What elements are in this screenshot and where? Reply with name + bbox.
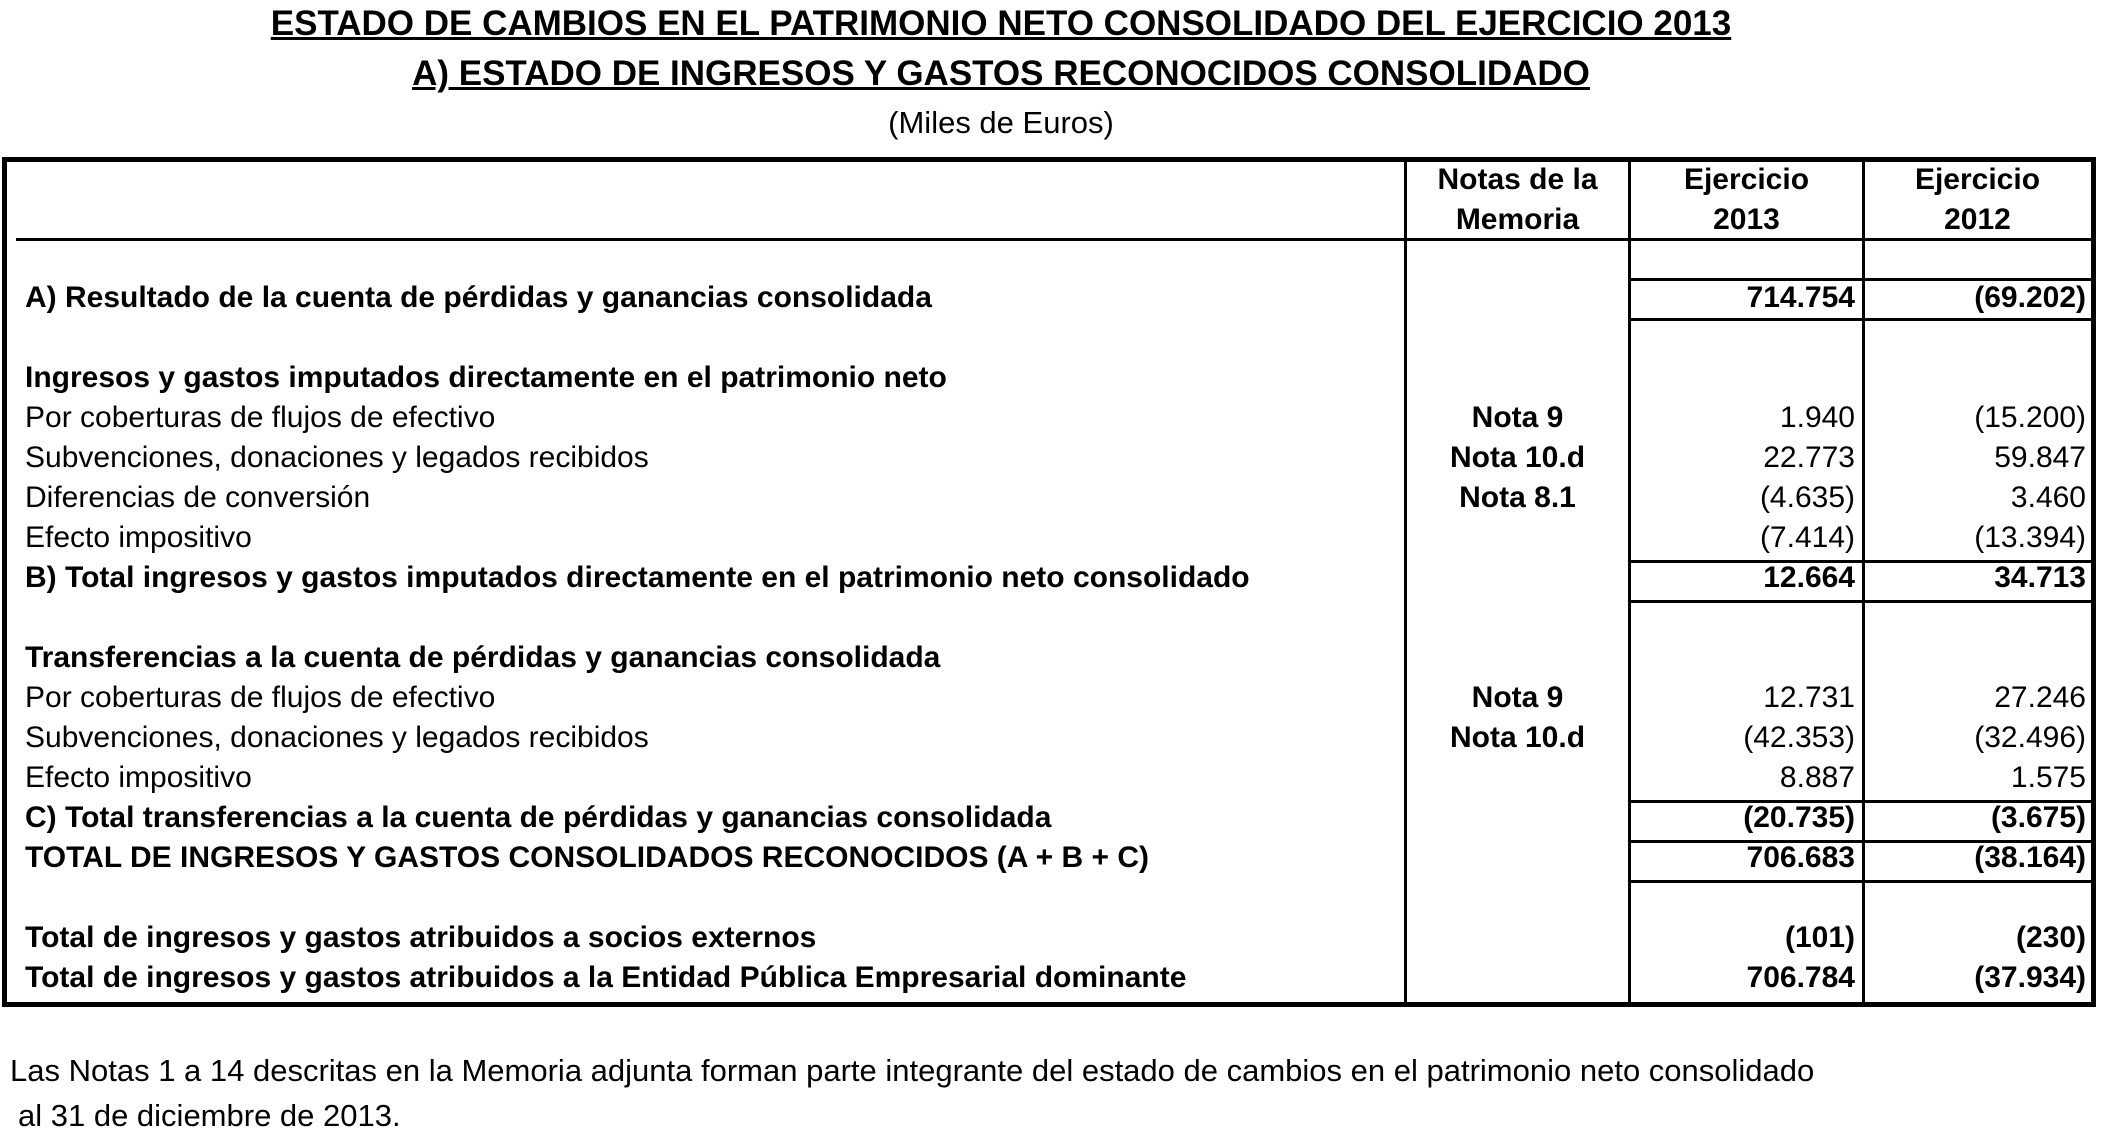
table-row	[0, 638, 2102, 678]
table-row	[0, 758, 2102, 798]
header-2013-line1: Ejercicio	[1683, 163, 1810, 196]
row-value-2013: (7.414)	[1759, 521, 1855, 554]
header-ejercicio-2012	[1865, 160, 2090, 240]
row-value-2012: 3.460	[2010, 481, 2086, 514]
row-value-2012: (3.675)	[1990, 801, 2086, 834]
row-nota: Nota 10.d	[1449, 441, 1586, 474]
row-value-2012: (37.934)	[1974, 961, 2086, 994]
row-value-2012: (32.496)	[1974, 721, 2086, 754]
header-2012-line2: 2012	[1944, 203, 2011, 236]
row-value-2013: 8.887	[1779, 761, 1855, 794]
units-caption: (Miles de Euros)	[888, 105, 1114, 140]
header-2012-line1: Ejercicio	[1914, 163, 2041, 196]
row-value-2013: (101)	[1784, 921, 1855, 954]
row-value-2012: (69.202)	[1974, 281, 2086, 314]
row-value-2013: 714.754	[1746, 281, 1855, 314]
table-row	[0, 558, 2102, 598]
footer-note-line2: al 31 de diciembre de 2013.	[18, 1098, 401, 1133]
row-value-2012: (15.200)	[1974, 401, 2086, 434]
row-value-2013: (42.353)	[1743, 721, 1855, 754]
table-row	[0, 478, 2102, 518]
row-label: Diferencias de conversión	[25, 481, 371, 514]
table-row	[0, 398, 2102, 438]
row-value-2012: (38.164)	[1974, 841, 2086, 874]
row-value-2013: 12.664	[1763, 561, 1855, 594]
row-value-2013: (20.735)	[1743, 801, 1855, 834]
row-value-2013: 706.683	[1746, 841, 1855, 874]
header-notas-line2: Memoria	[1455, 203, 1580, 236]
row-label: Subvenciones, donaciones y legados recibidos	[25, 721, 649, 754]
row-value-2012: (13.394)	[1974, 521, 2086, 554]
row-value-2013: 1.940	[1779, 401, 1855, 434]
table-row	[0, 518, 2102, 558]
row-label: C) Total transferencias a la cuenta de pérdidas y ganancias consolidada	[25, 801, 1052, 834]
row-value-2013: 12.731	[1763, 681, 1855, 714]
table-row	[0, 278, 2102, 318]
row-value-2013: (4.635)	[1759, 481, 1855, 514]
table-row	[0, 918, 2102, 958]
table-row	[0, 438, 2102, 478]
table-row	[0, 718, 2102, 758]
row-value-2012: 34.713	[1994, 561, 2086, 594]
row-label: Total de ingresos y gastos atribuidos a socios externos	[25, 921, 817, 954]
table-row	[0, 798, 2102, 838]
row-label: Por coberturas de flujos de efectivo	[25, 401, 496, 434]
header-notas-line1: Notas de la	[1437, 163, 1598, 196]
row-nota: Nota 10.d	[1449, 721, 1586, 754]
table-row	[0, 678, 2102, 718]
row-nota: Nota 8.1	[1459, 481, 1576, 514]
table-row	[0, 358, 2102, 398]
header-notas	[1407, 160, 1628, 240]
row-value-2012: 59.847	[1994, 441, 2086, 474]
document-subtitle: A) ESTADO DE INGRESOS Y GASTOS RECONOCIDOS CONSOLIDADO	[412, 54, 1590, 93]
row-label: Subvenciones, donaciones y legados recibidos	[25, 441, 649, 474]
row-label: Total de ingresos y gastos atribuidos a la Entidad Pública Empresarial dominante	[25, 961, 1187, 994]
row-value-2012: 27.246	[1994, 681, 2086, 714]
header-rule	[16, 238, 2094, 241]
row-label: TOTAL DE INGRESOS Y GASTOS CONSOLIDADOS RECONOCIDOS (A + B + C)	[25, 841, 1150, 874]
row-value-2013: 22.773	[1763, 441, 1855, 474]
row-label: A) Resultado de la cuenta de pérdidas y ganancias consolidada	[25, 281, 932, 314]
table-row	[0, 958, 2102, 998]
row-label: Efecto impositivo	[25, 761, 252, 794]
row-label: B) Total ingresos y gastos imputados directamente en el patrimonio neto consolidado	[25, 561, 1250, 594]
row-value-2012: 1.575	[2010, 761, 2086, 794]
header-ejercicio-2013	[1631, 160, 1862, 240]
row-label: Efecto impositivo	[25, 521, 252, 554]
row-value-2012: (230)	[2015, 921, 2086, 954]
document-title: ESTADO DE CAMBIOS EN EL PATRIMONIO NETO CONSOLIDADO DEL EJERCICIO 2013	[270, 4, 1732, 43]
footer-note-line1: Las Notas 1 a 14 descritas en la Memoria adjunta forman parte integrante del estado de cambios en el patrimonio neto consolidado	[10, 1053, 1815, 1088]
row-label: Transferencias a la cuenta de pérdidas y ganancias consolidada	[25, 641, 941, 674]
row-nota: Nota 9	[1471, 401, 1564, 434]
table-row	[0, 838, 2102, 878]
row-value-2013: 706.784	[1746, 961, 1855, 994]
header-2013-line2: 2013	[1713, 203, 1780, 236]
row-label: Por coberturas de flujos de efectivo	[25, 681, 496, 714]
row-nota: Nota 9	[1471, 681, 1564, 714]
row-label: Ingresos y gastos imputados directamente en el patrimonio neto	[25, 361, 947, 394]
